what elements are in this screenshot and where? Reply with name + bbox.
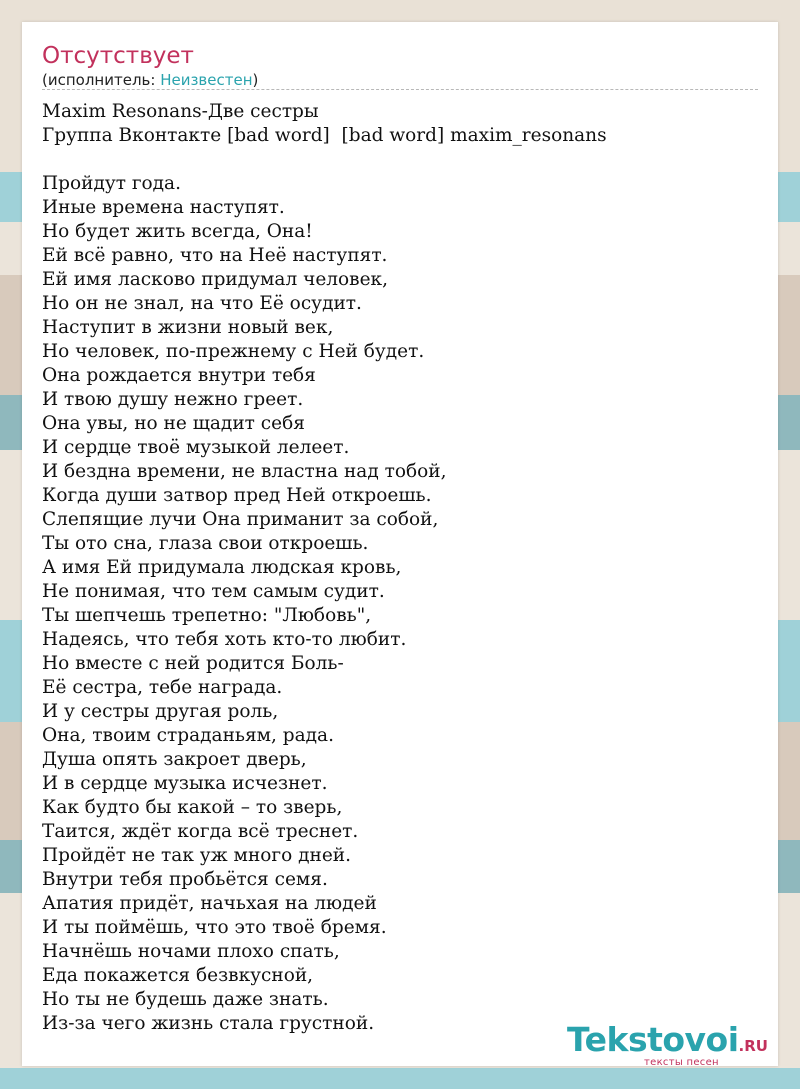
lyrics-text [42,100,762,1036]
lyric-line: Еда покажется безвкусной, [42,965,314,986]
logo-tagline: тексты песен [644,1057,719,1068]
lyric-line: Не понимая, что тем самым судит. [42,581,385,602]
lyric-line: Иные времена наступят. [42,197,285,218]
artist-suffix: ) [252,71,259,89]
lyric-line: Из-за чего жизнь стала грустной. [42,1013,375,1034]
lyric-line: Она, твоим страданьям, рада. [42,725,334,746]
lyric-line: И сердце твоё музыкой лелеет. [42,437,350,458]
lyric-line: Таится, ждёт когда всё треснет. [42,821,359,842]
lyric-line: Ей имя ласково придумал человек, [42,269,388,290]
lyric-line: Наступит в жизни новый век, [42,317,334,338]
lyric-line: Пройдут года. [42,173,181,194]
lyric-line: Начнёшь ночами плохо спать, [42,941,340,962]
lyric-line: Она увы, но не щадит себя [42,413,305,434]
lyric-line: И ты поймёшь, что это твоё бремя. [42,917,387,938]
lyric-line: Как будто бы какой – то зверь, [42,797,343,818]
lyric-line: И бездна времени, не властна над тобой, [42,461,447,482]
header-line: Группа Вконтакте [bad word] [bad word] maxim_resonans [42,125,607,146]
logo-domain: .RU [738,1037,768,1055]
lyric-line: Апатия придёт, начьхая на людей [42,893,377,914]
lyric-lines [42,172,762,1036]
header-line: Maxim Resonans-Две сестры [42,101,319,122]
lyric-line: Но человек, по-прежнему с Ней будет. [42,341,425,362]
artist-prefix: (исполнитель: [42,71,161,89]
lyric-line: Но вместе с ней родится Боль- [42,653,344,674]
lyrics-card [22,22,778,1066]
lyric-line: Ты ото сна, глаза свои откроешь. [42,533,369,554]
lyric-line: Её сестра, тебе награда. [42,677,283,698]
lyric-line: А имя Ей придумала людская кровь, [42,557,402,578]
lyric-line: Слепящие лучи Она приманит за собой, [42,509,439,530]
artist-line [42,71,258,89]
lyric-line: Ей всё равно, что на Неё наступят. [42,245,388,266]
lyric-line: И в сердце музыка исчезнет. [42,773,328,794]
lyric-line: Душа опять закроет дверь, [42,749,307,770]
lyric-line: Пройдёт не так уж много дней. [42,845,351,866]
logo-name: Tekstovoi [567,1020,739,1059]
site-logo[interactable] [567,1020,777,1068]
song-title: Отсутствует [42,43,194,69]
blank-line [42,148,762,172]
lyric-line: Но будет жить всегда, Она! [42,221,313,242]
lyric-line: Ты шепчешь трепетно: "Любовь", [42,605,372,626]
lyric-line: Но ты не будешь даже знать. [42,989,329,1010]
lyric-line: Она рождается внутри тебя [42,365,316,386]
lyric-line: И твою душу нежно греет. [42,389,304,410]
lyric-line: Надеясь, что тебя хоть кто-то любит. [42,629,407,650]
artist-link[interactable]: Неизвестен [160,71,253,89]
title-divider [42,89,758,90]
lyric-line: Когда души затвор пред Ней откроешь. [42,485,432,506]
lyric-line: И у сестры другая роль, [42,701,279,722]
lyric-line: Но он не знал, на что Её осудит. [42,293,362,314]
lyric-line: Внутри тебя пробьётся семя. [42,869,328,890]
